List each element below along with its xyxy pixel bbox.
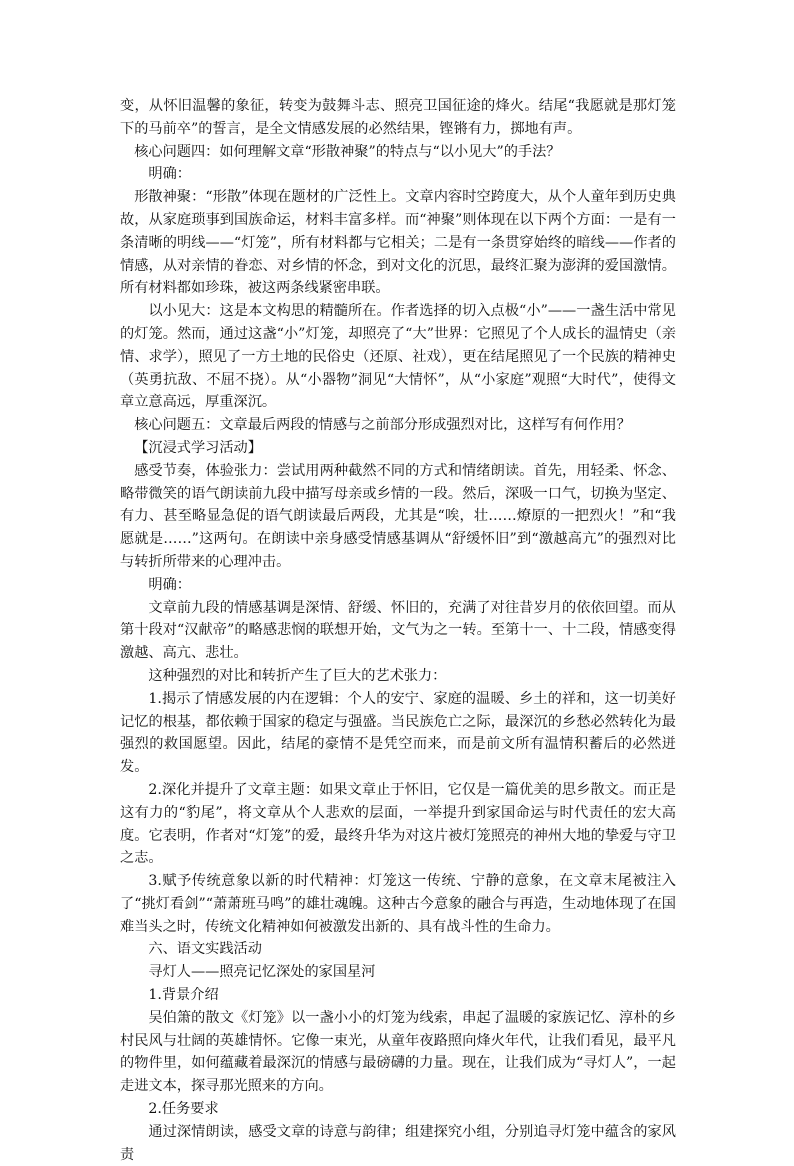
question-heading: 核心问题五：文章最后两段的情感与之前部分形成强烈对比，这样写有何作用？ bbox=[134, 417, 631, 434]
paragraph: 通过深情朗读，感受文章的诗意与韵律；组建探究小组，分别追寻灯笼中蕴含的家风责 bbox=[120, 1123, 676, 1163]
list-item: 3.赋予传统意象以新的时代精神：灯笼这一传统、宁静的意象，在文章末尾被注入了“挑灯看剑”“萧萧班马鸣”的雄壮魂魄。这种古今意象的融合与再造，生动地体现了在国难当头之时，传统文化精神如何被激发出新的、具有战斗性的生命力。 bbox=[120, 873, 676, 935]
answer-label: 明确： bbox=[148, 166, 191, 183]
answer-label: 明确： bbox=[148, 576, 191, 593]
subsection-heading: 2.任务要求 bbox=[148, 1101, 219, 1118]
paragraph: 这种强烈的对比和转折产生了巨大的艺术张力： bbox=[148, 667, 447, 684]
list-item: 1.揭示了情感发展的内在逻辑：个人的安宁、家庭的温暖、乡土的祥和，这一切美好记忆的根基，都依赖于国家的稳定与强盛。当民族危亡之际，最深沉的乡愁必然转化为最强烈的救国愿望。因此，结尾的豪情不是凭空而来，而是前文所有温情积蓄后的必然迸发。 bbox=[120, 690, 676, 776]
document-page bbox=[120, 95, 676, 1166]
paragraph: 吴伯箫的散文《灯笼》以一盏小小的灯笼为线索，串起了温暖的家族记忆、淳朴的乡村民风与壮阔的英雄情怀。它像一束光，从童年夜路照向烽火年代，让我们看见，最平凡的物件里，如何蕴藏着最深沉的情感与最磅礴的力量。现在，让我们成为“寻灯人”，一起走进文本，探寻那光照来的方向。 bbox=[120, 1009, 676, 1095]
subsection-heading: 1.背景介绍 bbox=[148, 987, 219, 1004]
section-heading: 六、语文实践活动 bbox=[148, 941, 262, 958]
paragraph: 文章前九段的情感基调是深情、舒缓、怀旧的，充满了对往昔岁月的依依回望。而从第十段对“汉献帝”的略感悲悯的联想开始，文气为之一转。至第十一、十二段，情感变得激越、高亢、悲壮。 bbox=[120, 599, 676, 662]
activity-title: 寻灯人——照亮记忆深处的家国星河 bbox=[148, 964, 376, 981]
paragraph: 变，从怀旧温馨的象征，转变为鼓舞斗志、照亮卫国征途的烽火。结尾“我愿就是那灯笼下的马前卒”的誓言，是全文情感发展的必然结果，铿锵有力，掷地有声。 bbox=[120, 98, 676, 137]
list-item: 2.深化并提升了文章主题：如果文章止于怀旧，它仅是一篇优美的思乡散文。而正是这有力的“豹尾”，将文章从个人悲欢的层面，一举提升到家国命运与时代责任的宏大高度。它表明，作者对“灯笼”的爱，最终升华为对这片被灯笼照亮的神州大地的挚爱与守卫之志。 bbox=[120, 781, 676, 867]
activity-heading: 【沉浸式学习活动】 bbox=[134, 439, 262, 456]
paragraph: 感受节奏，体验张力：尝试用两种截然不同的方式和情绪朗读。首先，用轻柔、怀念、略带微笑的语气朗读前九段中描写母亲或乡情的一段。然后，深吸一口气，切换为坚定、有力、甚至略显急促的语气朗读最后两段，尤其是“唉，壮……燎原的一把烈火！”和“我愿就是……”这两句。在朗读中亲身感受情感基调从“舒缓怀旧”到“激越高亢”的强烈对比与转折所带来的心理冲击。 bbox=[120, 462, 676, 570]
paragraph: 形散神聚：“形散”体现在题材的广泛性上。文章内容时空跨度大，从个人童年到历史典故，从家庭琐事到国族命运，材料丰富多样。而“神聚”则体现在以下两个方面：一是有一条清晰的明线——“灯笼”，所有材料都与它相关；二是有一条贯穿始终的暗线——作者的情感，从对亲情的眷恋、对乡情的怀念，到对文化的沉思，最终汇聚为澎湃的爱国激情。所有材料都如珍珠，被这两条线紧密串联。 bbox=[120, 189, 676, 297]
paragraph: 以小见大：这是本文构思的精髓所在。作者选择的切入点极“小”——一盏生活中常见的灯笼。然而，通过这盏“小”灯笼，却照亮了“大”世界：它照见了个人成长的温情史（亲情、求学），照见了一方土地的民俗史（还原、社戏），更在结尾照见了一个民族的精神史（英勇抗敌、不屈不挠）。从“小器物”洞见“大情怀”，从“小家庭”观照“大时代”，使得文章立意高远，厚重深沉。 bbox=[120, 303, 676, 411]
question-heading: 核心问题四：如何理解文章“形散神聚”的特点与“以小见大”的手法？ bbox=[134, 143, 561, 160]
